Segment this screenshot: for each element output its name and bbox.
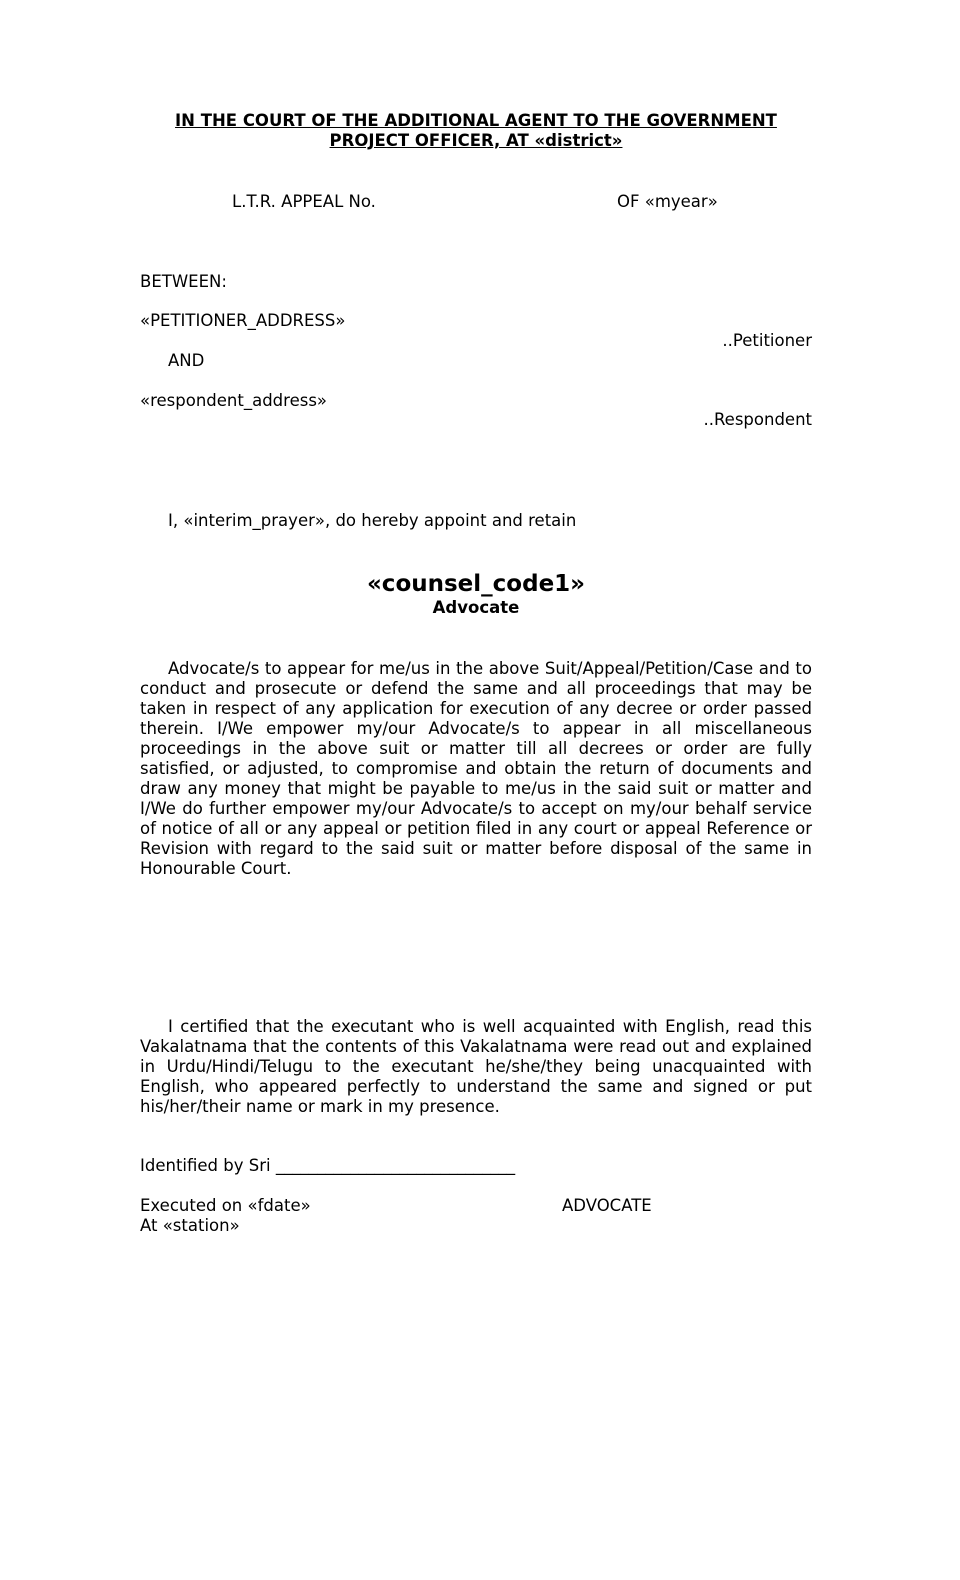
executed-on: Executed on «fdate» bbox=[140, 1196, 311, 1215]
at-station: At «station» bbox=[140, 1216, 240, 1235]
between-label: BETWEEN: bbox=[140, 272, 227, 291]
petitioner-address: «PETITIONER_ADDRESS» bbox=[140, 311, 346, 330]
identified-by-line: Identified by Sri _____________________________ bbox=[140, 1156, 516, 1175]
authority-paragraph: Advocate/s to appear for me/us in the above Suit/Appeal/Petition/Case and to conduct and prosecute or defend the same and all proceedings that may be taken in respect of any application for execution of any decree or order passed therein. I/We empower my/our Advocate/s to appear in all miscellaneous proceedings in the above suit or matter till all decrees or order are fully satisfied, or adjusted, to compromise and obtain the return of documents and draw any money that might be payable to me/us in the said suit or matter and I/We do further empower my/our Advocate/s to accept on my/our behalf service of notice of all or any appeal or petition filed in any court or appeal Reference or Revision with regard to the said suit or matter before disposal of the same in Honourable Court. bbox=[140, 659, 812, 878]
court-heading-line1: IN THE COURT OF THE ADDITIONAL AGENT TO THE GOVERNMENT bbox=[175, 111, 777, 130]
respondent-role: ..Respondent bbox=[703, 410, 812, 429]
court-heading-line2: PROJECT OFFICER, AT «district» bbox=[329, 131, 623, 150]
petitioner-role: ..Petitioner bbox=[722, 331, 812, 350]
advocate-signature-label: ADVOCATE bbox=[562, 1196, 652, 1215]
court-heading bbox=[140, 111, 812, 151]
appeal-number-label: L.T.R. APPEAL No. bbox=[232, 192, 376, 211]
appeal-year-label: OF «myear» bbox=[617, 192, 718, 211]
appointment-statement: I, «interim_prayer», do hereby appoint and retain bbox=[168, 511, 577, 530]
counsel-code: «counsel_code1» bbox=[366, 571, 586, 597]
respondent-address: «respondent_address» bbox=[140, 391, 328, 410]
counsel-title: Advocate bbox=[432, 598, 520, 617]
and-label: AND bbox=[168, 351, 205, 370]
certification-paragraph: I certified that the executant who is well acquainted with English, read this Vakalatnama that the contents of this Vakalatnama were read out and explained in Urdu/Hindi/Telugu to the executant he/she/they being unacquainted with English, who appeared perfectly to understand the same and signed or put his/her/their name or mark in my presence. bbox=[140, 1017, 812, 1116]
